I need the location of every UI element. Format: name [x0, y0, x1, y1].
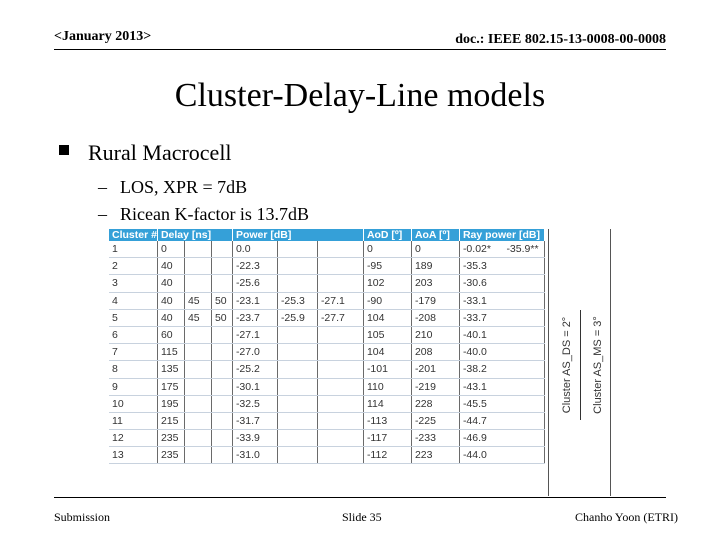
table-cell: 40 [157, 309, 184, 326]
table-cell [277, 378, 317, 395]
table-cell [184, 430, 211, 447]
table-cell: 11 [109, 412, 157, 429]
table-cell: 115 [157, 344, 184, 361]
table-cell: 189 [411, 258, 459, 275]
dash-bullet-icon: – [98, 204, 107, 224]
header-power: Power [dB] [232, 229, 363, 241]
table-cell [503, 395, 544, 412]
table-cell [317, 447, 363, 464]
table-cell: 6 [109, 326, 157, 343]
table-cell: -27.7 [317, 309, 363, 326]
table-cell: -40.0 [459, 344, 503, 361]
table-cell: -225 [411, 412, 459, 429]
table-cell: 104 [363, 344, 411, 361]
table-cell: 175 [157, 378, 184, 395]
table-cell [211, 326, 232, 343]
footer-author: Chanho Yoon (ETRI) [574, 510, 678, 524]
header-aod: AoD [º] [363, 229, 411, 241]
table-cell: 235 [157, 430, 184, 447]
table-row [109, 344, 544, 361]
table-cell: -43.1 [459, 378, 503, 395]
table-cell: -27.1 [317, 292, 363, 309]
table-row [109, 430, 544, 447]
dash-bullet-icon: – [98, 177, 107, 197]
subbullet-los: LOS, XPR = 7dB [120, 177, 248, 197]
header-aoa: AoA [º] [411, 229, 459, 241]
table-cell [503, 412, 544, 429]
table-cell: 13 [109, 447, 157, 464]
table-cell: 102 [363, 275, 411, 292]
table-row [109, 292, 544, 309]
table-cell [277, 395, 317, 412]
table-cell: 50 [211, 292, 232, 309]
table-cell [184, 258, 211, 275]
footer-submission: Submission [54, 510, 111, 524]
table-cell: -208 [411, 309, 459, 326]
bullet-rural-macrocell: Rural Macrocell [88, 140, 232, 165]
table-cell [211, 395, 232, 412]
table-cell [184, 275, 211, 292]
table-cell: -31.0 [232, 447, 277, 464]
table-cell: 10 [109, 395, 157, 412]
table-cell: -95 [363, 258, 411, 275]
table-cell [277, 447, 317, 464]
table-cell [503, 344, 544, 361]
table-row [109, 412, 544, 429]
table-cell [184, 395, 211, 412]
table-cell [277, 361, 317, 378]
table-cell: 0 [157, 241, 184, 258]
table-row [109, 309, 544, 326]
table-cell: -38.2 [459, 361, 503, 378]
table-cell: -23.7 [232, 309, 277, 326]
table-cell: -23.1 [232, 292, 277, 309]
header-cluster: Cluster # [109, 229, 157, 241]
table-cell [503, 309, 544, 326]
table-cell: 0.0 [232, 241, 277, 258]
table-cell: -32.5 [232, 395, 277, 412]
table-cell [211, 430, 232, 447]
table-cell [211, 378, 232, 395]
table-cell [317, 412, 363, 429]
table-cell: -30.1 [232, 378, 277, 395]
table-cell [184, 378, 211, 395]
table-cell: 40 [157, 258, 184, 275]
table-cell: 114 [363, 395, 411, 412]
table-cell [503, 292, 544, 309]
subbullet-kfactor: Ricean K-factor is 13.7dB [120, 204, 309, 224]
table-cell: 0 [363, 241, 411, 258]
table-cell [211, 344, 232, 361]
table-cell: -219 [411, 378, 459, 395]
table-cell: -40.1 [459, 326, 503, 343]
table-cell [184, 361, 211, 378]
footer-slide-number: Slide 35 [342, 510, 382, 524]
table-cell [277, 430, 317, 447]
side-label-border [610, 229, 611, 496]
table-cell: 235 [157, 447, 184, 464]
table-cell [317, 395, 363, 412]
table-right-border [548, 229, 549, 496]
cluster-asds-label: Cluster AS_DS = 2° [561, 316, 573, 414]
table-cell [277, 258, 317, 275]
header-divider [54, 49, 666, 50]
table-cell: 104 [363, 309, 411, 326]
table-cell [317, 275, 363, 292]
table-cell: 135 [157, 361, 184, 378]
table-cell: -45.5 [459, 395, 503, 412]
table-cell: -25.3 [277, 292, 317, 309]
table-cell: -33.7 [459, 309, 503, 326]
table-row [109, 395, 544, 412]
table-cell: -44.7 [459, 412, 503, 429]
table-cell: 5 [109, 309, 157, 326]
table-cell: -31.7 [232, 412, 277, 429]
table-cell [184, 447, 211, 464]
table-cell: 40 [157, 275, 184, 292]
cluster-asms-label: Cluster AS_MS = 3° [592, 316, 604, 414]
table-cell: -46.9 [459, 430, 503, 447]
table-cell: -90 [363, 292, 411, 309]
table-cell [503, 361, 544, 378]
table-cell [503, 258, 544, 275]
table-cell: 45 [184, 309, 211, 326]
footer-divider [54, 497, 666, 498]
table-row [109, 258, 544, 275]
table-cell: -113 [363, 412, 411, 429]
table-cell: 3 [109, 275, 157, 292]
table-cell [503, 447, 544, 464]
table-cell: 50 [211, 309, 232, 326]
table-cell [277, 326, 317, 343]
table-cell [317, 378, 363, 395]
cluster-asds-label-box [554, 310, 581, 420]
table-cell: 4 [109, 292, 157, 309]
table-cell: 2 [109, 258, 157, 275]
table-cell: 1 [109, 241, 157, 258]
table-cell [503, 326, 544, 343]
table-cell: 110 [363, 378, 411, 395]
table-cell [211, 361, 232, 378]
table-cell: 223 [411, 447, 459, 464]
table-cell: -35.9** [503, 241, 544, 258]
table-cell: 215 [157, 412, 184, 429]
header-delay: Delay [ns] [157, 229, 232, 241]
table-cell: -233 [411, 430, 459, 447]
table-cell [184, 344, 211, 361]
table-cell: 105 [363, 326, 411, 343]
table-cell [277, 344, 317, 361]
cluster-asms-label-box [585, 310, 611, 420]
table-cell: 228 [411, 395, 459, 412]
table-row [109, 275, 544, 292]
table-cell [211, 447, 232, 464]
table-cell: 195 [157, 395, 184, 412]
table-cell: 7 [109, 344, 157, 361]
table-cell: -201 [411, 361, 459, 378]
table-cell [211, 241, 232, 258]
table-row [109, 447, 544, 464]
table-cell [503, 378, 544, 395]
table-cell: -112 [363, 447, 411, 464]
table-cell [184, 412, 211, 429]
table-cell [317, 241, 363, 258]
table-cell: 40 [157, 292, 184, 309]
table-cell: -25.2 [232, 361, 277, 378]
table-cell: 0 [411, 241, 459, 258]
table-cell: -33.1 [459, 292, 503, 309]
table-cell [277, 241, 317, 258]
table-cell: 208 [411, 344, 459, 361]
table-row [109, 378, 544, 395]
table-cell: -117 [363, 430, 411, 447]
table-cell [211, 412, 232, 429]
table-cell [184, 241, 211, 258]
table-cell [277, 412, 317, 429]
table-cell [317, 344, 363, 361]
table-header-row [109, 229, 544, 241]
cdl-table-image [109, 229, 545, 464]
table-cell [317, 326, 363, 343]
table-cell: -27.0 [232, 344, 277, 361]
table-row [109, 361, 544, 378]
table-cell [503, 275, 544, 292]
table-cell: 45 [184, 292, 211, 309]
cdl-table [109, 229, 545, 464]
table-cell [277, 275, 317, 292]
table-cell: -25.6 [232, 275, 277, 292]
table-cell: -33.9 [232, 430, 277, 447]
square-bullet-icon [59, 145, 69, 155]
table-cell: -25.9 [277, 309, 317, 326]
table-cell [211, 258, 232, 275]
table-cell: -44.0 [459, 447, 503, 464]
table-cell: -30.6 [459, 275, 503, 292]
table-cell: -101 [363, 361, 411, 378]
slide-title: Cluster-Delay-Line models [174, 77, 546, 114]
table-cell: 60 [157, 326, 184, 343]
table-cell: 9 [109, 378, 157, 395]
table-cell: -0.02* [459, 241, 503, 258]
table-cell: 12 [109, 430, 157, 447]
table-cell [503, 430, 544, 447]
table-row [109, 326, 544, 343]
table-cell [317, 258, 363, 275]
table-cell [317, 430, 363, 447]
table-cell: -22.3 [232, 258, 277, 275]
header-doc-id: doc.: IEEE 802.15-13-0008-00-0008 [455, 32, 666, 47]
table-cell [317, 361, 363, 378]
header-date: <January 2013> [54, 29, 152, 44]
table-cell [211, 275, 232, 292]
table-cell: 210 [411, 326, 459, 343]
table-cell: -27.1 [232, 326, 277, 343]
table-cell: 8 [109, 361, 157, 378]
header-ray-power: Ray power [dB] [459, 229, 544, 241]
table-cell: 203 [411, 275, 459, 292]
table-cell: -179 [411, 292, 459, 309]
table-cell: -35.3 [459, 258, 503, 275]
table-row [109, 241, 544, 258]
table-cell [184, 326, 211, 343]
